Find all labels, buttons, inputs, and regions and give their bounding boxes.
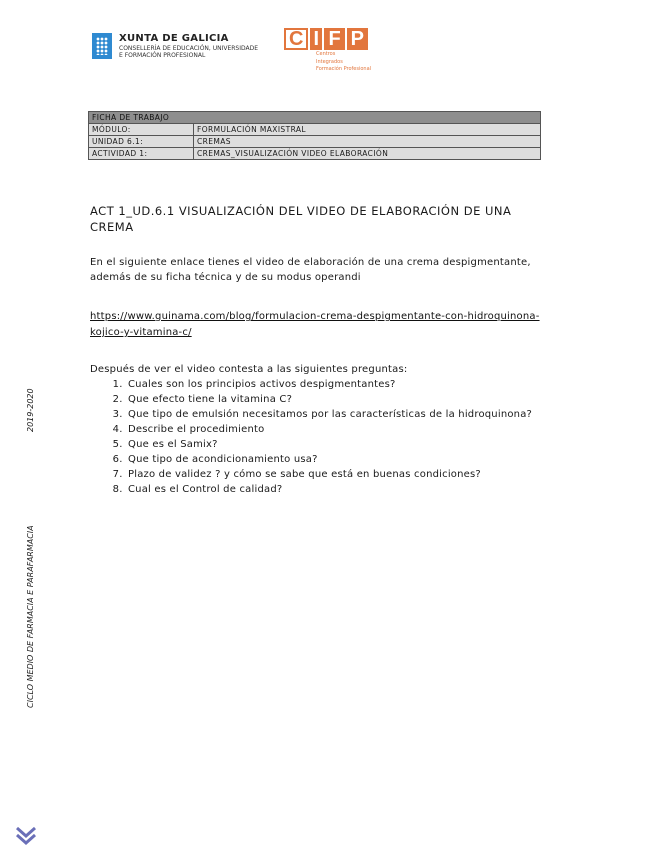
list-item: 2. Que efecto tiene la vitamina C? [126, 392, 556, 407]
double-chevron-down-icon [15, 826, 37, 846]
list-item: 3. Que tipo de emulsión necesitamos por las características de la hidroquinona? [126, 407, 556, 422]
ficha-label: ACTIVIDAD 1: [89, 148, 194, 160]
questions-list [92, 377, 556, 497]
ficha-label: UNIDAD 6.1: [89, 136, 194, 148]
cifp-letter-i: I [310, 28, 322, 50]
list-item: 1. Cuales son los principios activos despigmentantes? [126, 377, 556, 392]
ficha-value: FORMULACIÓN MAXISTRAL [194, 124, 541, 136]
xunta-title: XUNTA DE GALICIA [119, 33, 229, 44]
activity-intro: En el siguiente enlace tienes el video de elaboración de una crema despigmentante, además de su ficha técnica y de su modus operandi [90, 257, 531, 283]
video-link[interactable]: https://www.guinama.com/blog/formulacion-crema-despigmentante-con-hidroquinona-kojico-y-vitamina-c/ [90, 311, 540, 338]
cifp-sub-1: Centros [316, 51, 336, 57]
xunta-logo [92, 33, 258, 59]
ficha-table [88, 111, 541, 160]
cifp-letter-p: P [347, 28, 368, 50]
list-item: 5. Que es el Samix? [126, 437, 556, 452]
xunta-line-2: E FORMACIÓN PROFESIONAL [119, 52, 206, 59]
ficha-header: FICHA DE TRABAJO [89, 112, 541, 124]
cifp-letter-f: F [324, 28, 344, 50]
ficha-label: MÓDULO: [89, 124, 194, 136]
cifp-letter-c: C [284, 28, 308, 50]
ficha-value: CREMAS_VISUALIZACIÓN VIDEO ELABORACIÓN [194, 148, 541, 160]
cifp-logo [284, 28, 371, 73]
xunta-emblem-icon [92, 33, 112, 59]
questions-intro: Después de ver el video contesta a las siguientes preguntas: [90, 364, 408, 375]
list-item: 8. Cual es el Control de calidad? [126, 482, 556, 497]
side-year: 2019-2020 [26, 388, 35, 432]
ficha-value: CREMAS [194, 136, 541, 148]
table-row [89, 148, 541, 160]
side-ciclo: CICLO MEDIO DE FARMACIA E PARAFARMACIA [26, 525, 35, 708]
cifp-sub-3: Formación Profesional [316, 66, 372, 72]
list-item: 7. Plazo de validez ? y cómo se sabe que está en buenas condiciones? [126, 467, 556, 482]
xunta-line-1: CONSELLERÍA DE EDUCACIÓN, UNIVERSIDADE [119, 45, 259, 52]
cifp-sub-2: Integrados [316, 58, 343, 65]
table-row [89, 124, 541, 136]
table-row [89, 136, 541, 148]
list-item: 6. Que tipo de acondicionamiento usa? [126, 452, 556, 467]
activity-title: ACT 1_UD.6.1 VISUALIZACIÓN DEL VIDEO DE ELABORACIÓN DE UNA CREMA [90, 204, 512, 234]
list-item: 4. Describe el procedimiento [126, 422, 556, 437]
